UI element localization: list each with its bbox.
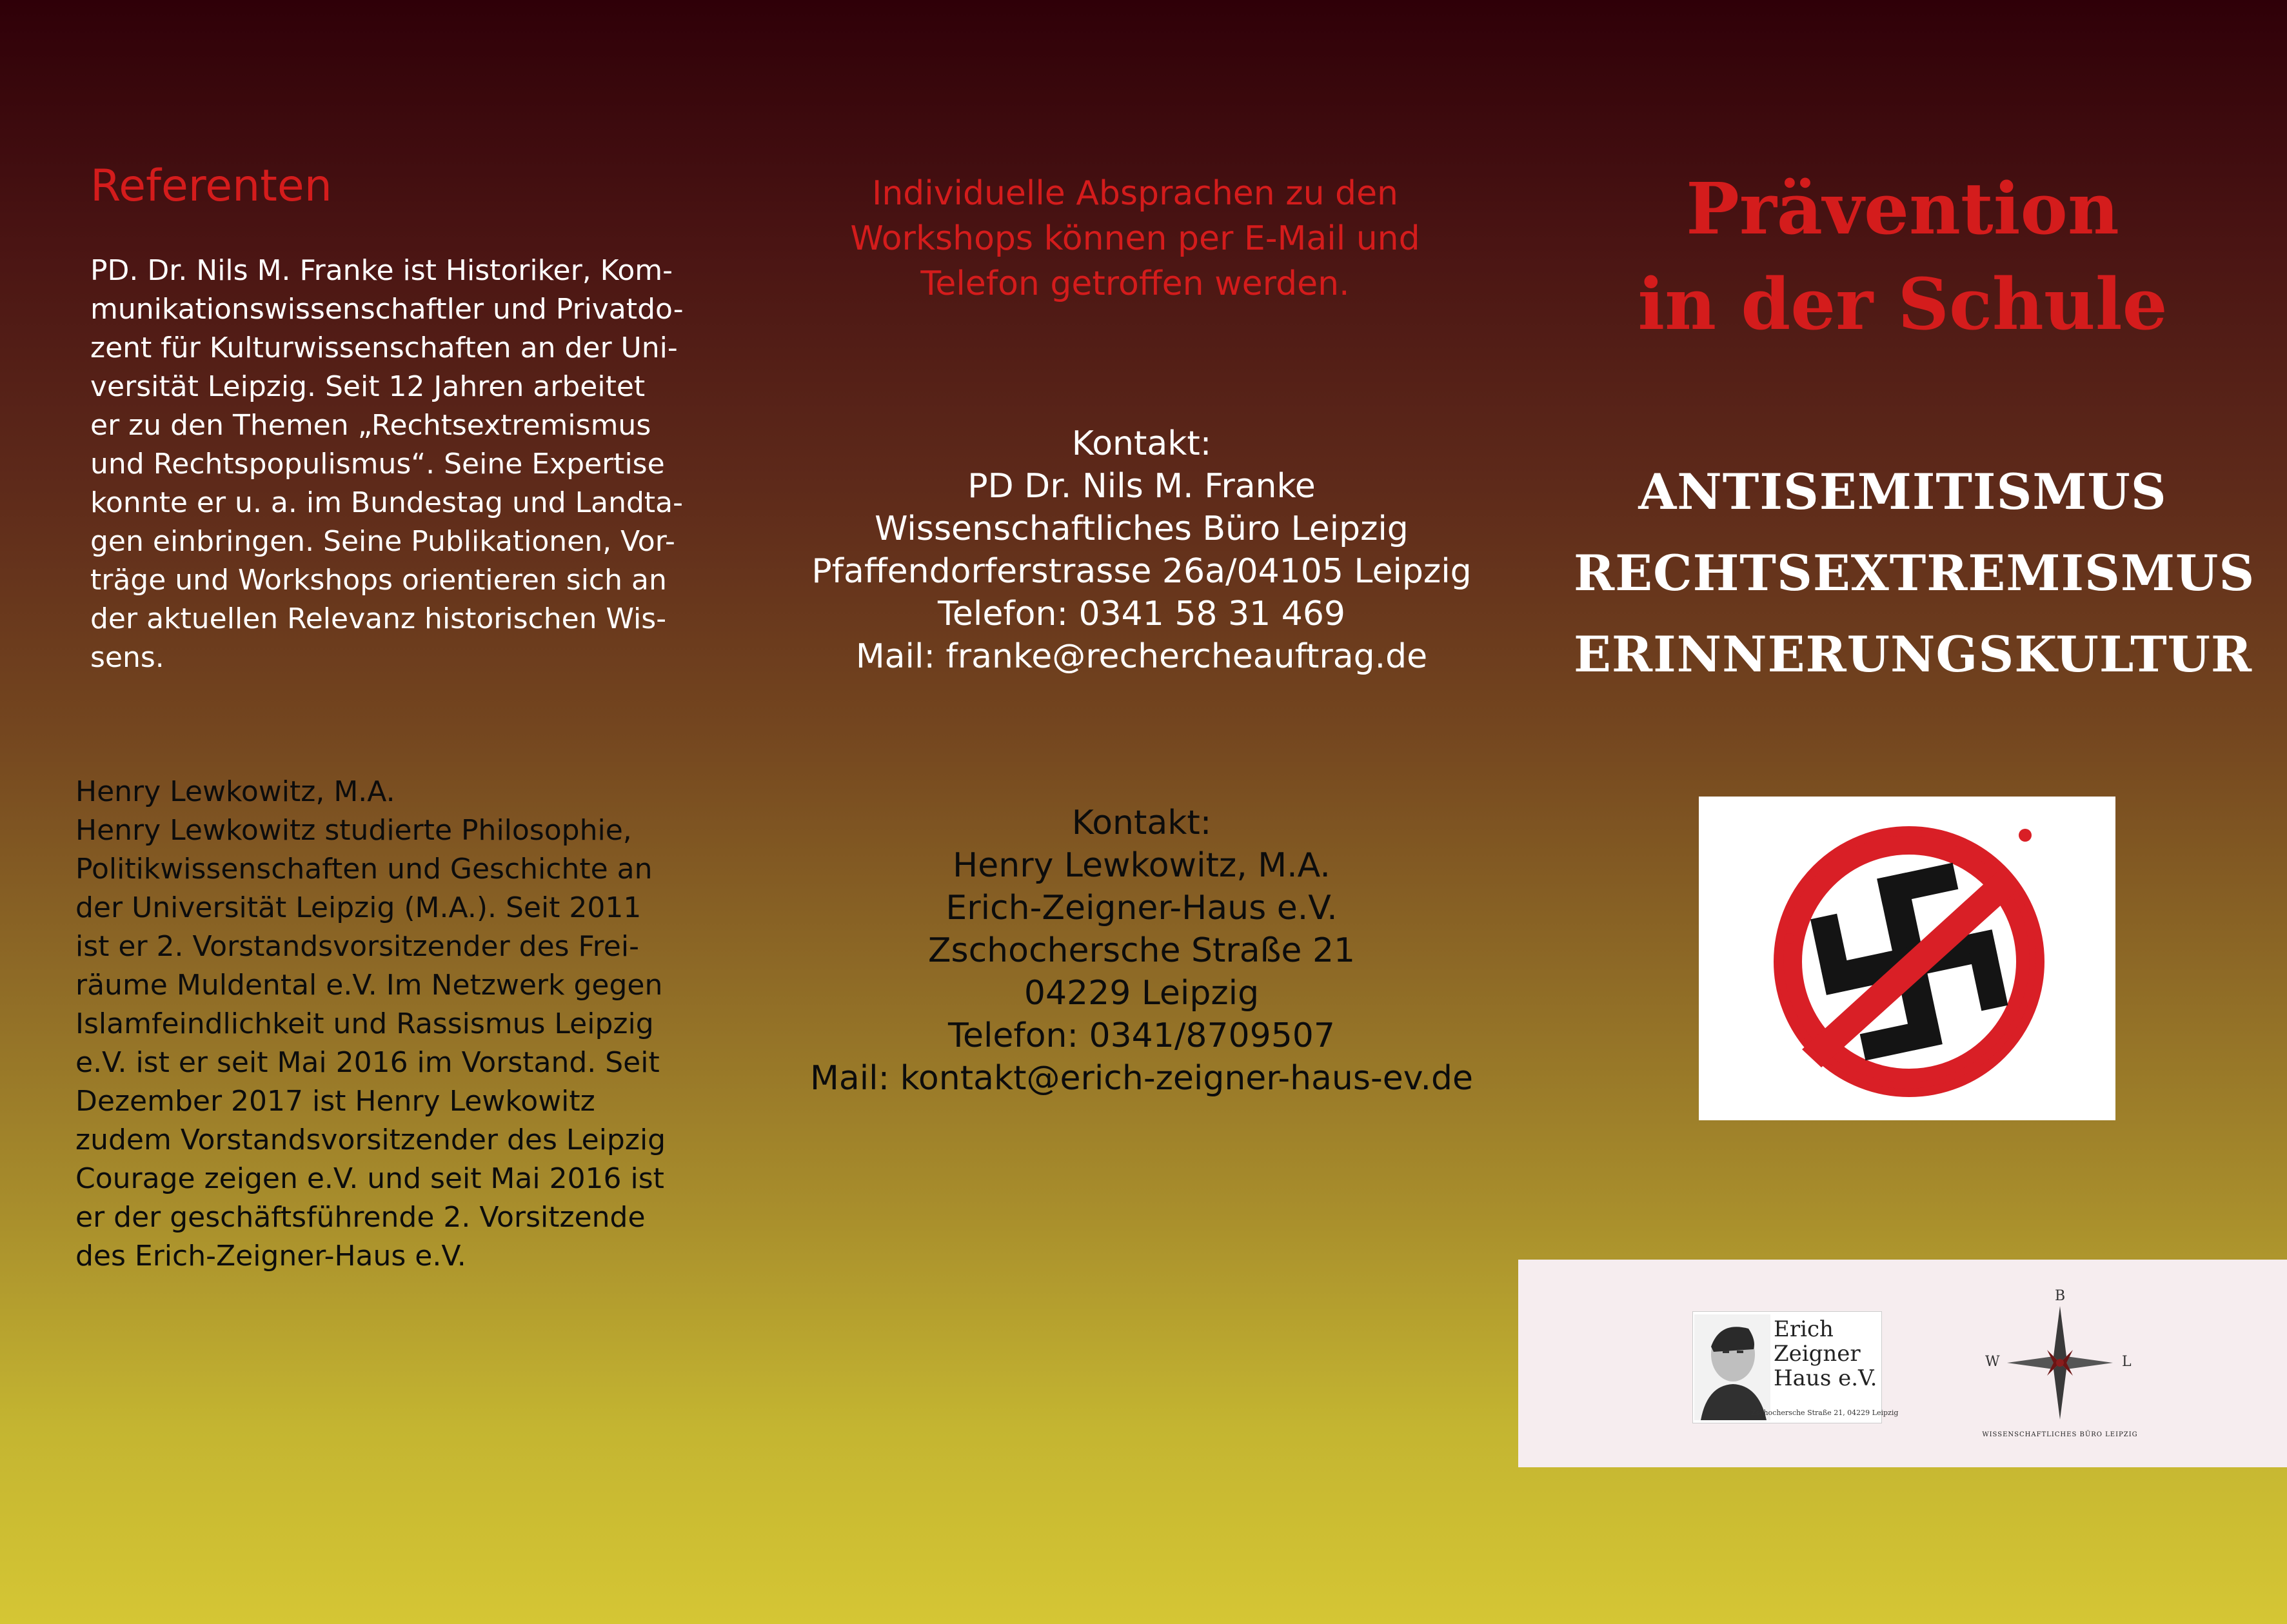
bio-line: Courage zeigen e.V. und seit Mai 2016 ist [75, 1162, 664, 1195]
contact-phone: Telefon: 0341/8709507 [948, 1016, 1335, 1055]
contact-phone: Telefon: 0341 58 31 469 [938, 595, 1345, 633]
contact-city: 04229 Leipzig [1024, 974, 1260, 1013]
contact-email: Mail: kontakt@erich-zeigner-haus-ev.de [810, 1059, 1473, 1098]
bio-line: räume Muldental e.V. Im Netzwerk gegen [75, 969, 663, 1002]
bio-line: ist er 2. Vorstandsvorsitzender des Frei- [75, 930, 639, 963]
bio-line: und Rechtspopulismus“. Seine Expertise [90, 448, 665, 480]
contact-name: Henry Lewkowitz, M.A. [953, 846, 1331, 885]
compass-letter-w: W [1985, 1354, 2000, 1370]
contact-street: Zschochersche Straße 21 [927, 931, 1356, 970]
bio-line: Henry Lewkowitz, M.A. [75, 775, 395, 808]
bio-line: munikationswissenschaftler und Privatdo- [90, 293, 684, 326]
crossed-out-swastika-icon [1699, 797, 2115, 1120]
logo-text: Zeigner [1774, 1341, 1861, 1367]
referenten-heading: Referenten [90, 161, 332, 212]
bio-line: der aktuellen Relevanz historischen Wis- [90, 602, 667, 635]
bio-line: er der geschäftsführende 2. Vorsitzende [75, 1201, 646, 1234]
bio-line: sens. [90, 641, 164, 674]
logo-text: Haus e.V. [1774, 1365, 1877, 1391]
bio-line: träge und Workshops orientieren sich an [90, 564, 667, 597]
workshop-note [800, 171, 1470, 306]
bio-line: PD. Dr. Nils M. Franke ist Historiker, Kom- [90, 254, 673, 287]
bio-line: versität Leipzig. Seit 12 Jahren arbeitet [90, 370, 646, 403]
note-line: Workshops können per E-Mail und [850, 219, 1420, 258]
logo-band [1518, 1260, 2287, 1467]
topic-item: RECHTSEXTREMISMUS [1574, 544, 2255, 602]
bio-line: Politikwissenschaften und Geschichte an [75, 853, 653, 886]
bio-line: konnte er u. a. im Bundestag und Landta- [90, 486, 684, 519]
topic-item: ANTISEMITISMUS [1638, 463, 2167, 520]
contact-label: Kontakt: [1071, 424, 1212, 463]
logo-address: Zschochersche Straße 21, 04229 Leipzig [1751, 1409, 1899, 1417]
lewkowitz-bio [75, 773, 695, 1276]
contact-franke [800, 422, 1483, 678]
contact-lewkowitz [800, 802, 1483, 1100]
erich-zeigner-haus-logo [1692, 1311, 1899, 1423]
contact-address: Pfaffendorferstrasse 26a/04105 Leipzig [811, 552, 1472, 591]
note-line: Individuelle Absprachen zu den [871, 174, 1399, 213]
bio-line: gen einbringen. Seine Publikationen, Vor- [90, 525, 675, 558]
contact-org: Wissenschaftliches Büro Leipzig [875, 510, 1409, 548]
compass-letter-n: B [2055, 1288, 2066, 1304]
bio-line: der Universität Leipzig (M.A.). Seit 2011 [75, 891, 642, 924]
wissenschaftliches-buero-logo [1970, 1288, 2150, 1453]
bio-line: Dezember 2017 ist Henry Lewkowitz [75, 1085, 595, 1118]
note-line: Telefon getroffen werden. [920, 264, 1350, 303]
bio-line: er zu den Themen „Rechtsextremismus [90, 409, 651, 442]
bio-line: zent für Kulturwissenschaften an der Uni- [90, 332, 678, 364]
topic-item: ERINNERUNGSKULTUR [1574, 626, 2253, 683]
brochure-title [1535, 161, 2270, 352]
bio-line: e.V. ist er seit Mai 2016 im Vorstand. Seit [75, 1046, 660, 1079]
franke-bio [90, 252, 697, 677]
bio-line: zudem Vorstandsvorsitzender des Leipzig [75, 1124, 666, 1156]
portrait-icon [1694, 1314, 1770, 1420]
logo-text: Erich [1774, 1316, 1834, 1342]
title-line: in der Schule [1638, 262, 2168, 346]
contact-label: Kontakt: [1071, 804, 1212, 842]
bio-line: Henry Lewkowitz studierte Philosophie, [75, 814, 632, 847]
title-line: Prävention [1686, 167, 2119, 250]
logo-name: WISSENSCHAFTLICHES BÜRO LEIPZIG [1982, 1431, 2138, 1438]
contact-name: PD Dr. Nils M. Franke [967, 467, 1316, 506]
bio-line: Islamfeindlichkeit und Rassismus Leipzig [75, 1007, 654, 1040]
contact-org: Erich-Zeigner-Haus e.V. [945, 889, 1338, 927]
contact-email: Mail: franke@rechercheauftrag.de [855, 637, 1428, 676]
bio-line: des Erich-Zeigner-Haus e.V. [75, 1240, 466, 1272]
topic-list [1574, 451, 2255, 695]
compass-letter-e: L [2122, 1354, 2132, 1370]
